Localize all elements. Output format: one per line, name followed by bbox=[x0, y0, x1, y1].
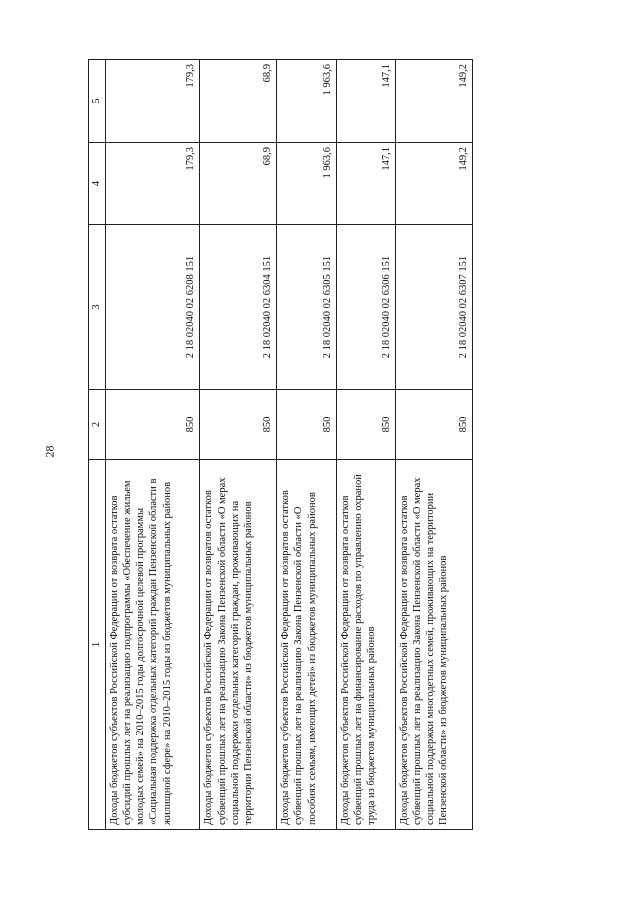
table-row bbox=[106, 60, 200, 830]
rotated-table-container bbox=[88, 60, 473, 830]
row-description: Доходы бюджетов субъектов Российской Федерации от возвратов остатков субвенций прошлых лет на реализацию Закона Пензенской области «О мерах социальной поддержки отдельных категорий граждан, проживающих на территории Пензенской области» из бюджетов муниципальных районов bbox=[200, 460, 277, 830]
table-row bbox=[336, 60, 395, 830]
row-admin-code: 850 bbox=[336, 390, 395, 460]
row-amount-approved: 149,2 bbox=[396, 143, 473, 225]
header-cell-3: 3 bbox=[89, 225, 106, 390]
row-amount-executed: 68,9 bbox=[200, 60, 277, 143]
row-description: Доходы бюджетов субъектов Российской Федерации от возврата остатков субсидий прошлых лет на реализацию подпрограммы «Обеспечение жильем молодых семей» на 2010–2015 годы долгосрочной целевой программы «Социальная поддержка отдельных категорий граждан Пензенской области в жилищной сфере» на 2010–2015 годы из бюджетов муниципальных районов bbox=[106, 460, 200, 830]
row-description: Доходы бюджетов субъектов Российской Федерации от возврата остатков субвенций прошлых лет на реализацию Закона Пензенской области «О мерах социальной поддержки многодетных семей, проживающих на территории Пензенской области» из бюджетов муниципальных районов bbox=[396, 460, 473, 830]
row-amount-approved: 1 963,6 bbox=[277, 143, 336, 225]
row-description: Доходы бюджетов субъектов Российской Федерации от возврата остатков субвенций прошлых лет на финансирование расходов по управлению охраной труда из бюджетов муниципальных районов bbox=[336, 460, 395, 830]
row-amount-executed: 147,1 bbox=[336, 60, 395, 143]
row-amount-approved: 147,1 bbox=[336, 143, 395, 225]
row-admin-code: 850 bbox=[200, 390, 277, 460]
row-kbk-code: 2 18 02040 02 6305 151 bbox=[277, 225, 336, 390]
row-kbk-code: 2 18 02040 02 6304 151 bbox=[200, 225, 277, 390]
header-cell-4: 4 bbox=[89, 143, 106, 225]
header-row bbox=[89, 60, 106, 830]
row-kbk-code: 2 18 02040 02 6306 151 bbox=[336, 225, 395, 390]
row-admin-code: 850 bbox=[396, 390, 473, 460]
header-cell-5: 5 bbox=[89, 60, 106, 143]
row-amount-executed: 149,2 bbox=[396, 60, 473, 143]
row-admin-code: 850 bbox=[277, 390, 336, 460]
table-row bbox=[396, 60, 473, 830]
row-description: Доходы бюджетов субъектов Российской Федерации от возвратов остатков субвенций прошлых лет на реализацию Закона Пензенской области «О пособиях семьям, имеющих детей» из бюджетов муниципальных районов bbox=[277, 460, 336, 830]
row-amount-executed: 1 963,6 bbox=[277, 60, 336, 143]
header-cell-1: 1 bbox=[89, 460, 106, 830]
page-number: 28 bbox=[42, 445, 57, 458]
table-row bbox=[200, 60, 277, 830]
row-admin-code: 850 bbox=[106, 390, 200, 460]
row-amount-approved: 179,3 bbox=[106, 143, 200, 225]
revenue-table bbox=[88, 59, 473, 830]
row-kbk-code: 2 18 02040 02 6307 151 bbox=[396, 225, 473, 390]
row-amount-executed: 179,3 bbox=[106, 60, 200, 143]
document-body bbox=[88, 60, 473, 830]
table-row bbox=[277, 60, 336, 830]
header-cell-2: 2 bbox=[89, 390, 106, 460]
row-amount-approved: 68,9 bbox=[200, 143, 277, 225]
row-kbk-code: 2 18 02040 02 6208 151 bbox=[106, 225, 200, 390]
